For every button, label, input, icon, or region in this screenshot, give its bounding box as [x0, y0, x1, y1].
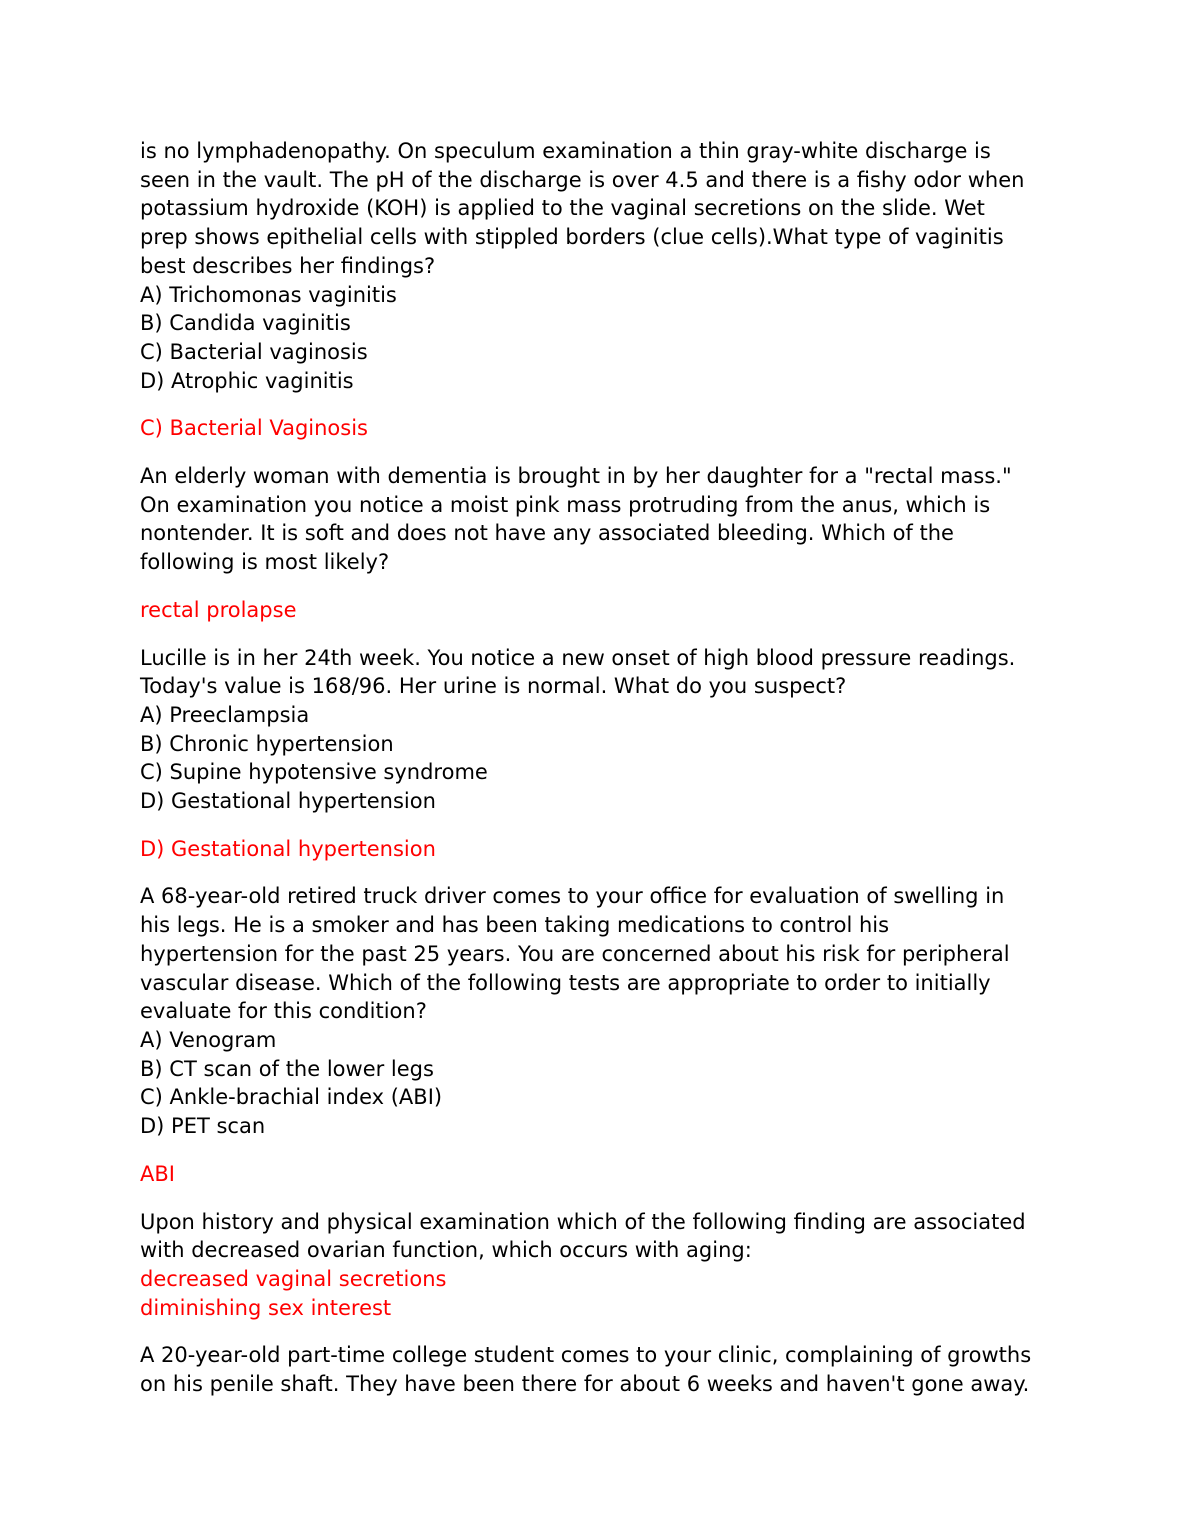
question-line: Lucille is in her 24th week. You notice a new onset of high blood pressure readings. — [140, 645, 1016, 670]
question-line: on his penile shaft. They have been there for about 6 weeks and haven't gone away. — [140, 1372, 1030, 1397]
option-d: D) Gestational hypertension — [140, 789, 436, 814]
question-line: A 68-year-old retired truck driver comes to your office for evaluation of swelling in — [140, 884, 1005, 909]
option-d: D) Atrophic vaginitis — [140, 368, 354, 393]
question-line: nontender. It is soft and does not have any associated bleeding. Which of the — [140, 521, 954, 546]
option-a: A) Preeclampsia — [140, 702, 310, 727]
answer-text: D) Gestational hypertension — [140, 836, 436, 861]
answer-text: diminishing sex interest — [140, 1295, 392, 1320]
question-peripheral-vascular — [140, 882, 1060, 1140]
question-penile-growths — [140, 1341, 1060, 1398]
question-line: hypertension for the past 25 years. You are concerned about his risk for peripheral — [140, 941, 1010, 966]
question-line: is no lymphadenopathy. On speculum examination a thin gray-white discharge is — [140, 139, 991, 163]
question-line: best describes her findings? — [140, 253, 436, 278]
option-d: D) PET scan — [140, 1114, 266, 1139]
question-line: Today's value is 168/96. Her urine is normal. What do you suspect? — [140, 674, 847, 699]
question-line: his legs. He is a smoker and has been taking medications to control his — [140, 913, 890, 938]
option-b: B) CT scan of the lower legs — [140, 1056, 434, 1081]
option-c: C) Ankle-brachial index (ABI) — [140, 1085, 443, 1110]
option-a: A) Trichomonas vaginitis — [140, 282, 397, 307]
question-vaginitis — [140, 137, 1060, 395]
answer-text: decreased vaginal secretions — [140, 1266, 447, 1291]
document-page — [140, 137, 1060, 1418]
answer-text: rectal prolapse — [140, 597, 297, 622]
answer-text: ABI — [140, 1161, 175, 1186]
question-line: An elderly woman with dementia is brought in by her daughter for a "rectal mass." — [140, 464, 1012, 489]
question-line: seen in the vault. The pH of the discharge is over 4.5 and there is a fishy odor when — [140, 167, 1025, 192]
answer-rectal-mass — [140, 596, 1060, 625]
question-ovarian-function — [140, 1208, 1060, 1323]
answer-vaginitis — [140, 414, 1060, 443]
answer-blood-pressure — [140, 835, 1060, 864]
question-line: evaluate for this condition? — [140, 999, 427, 1024]
question-line: potassium hydroxide (KOH) is applied to the vaginal secretions on the slide. Wet — [140, 196, 985, 221]
option-b: B) Candida vaginitis — [140, 311, 351, 336]
question-line: vascular disease. Which of the following tests are appropriate to order to initially — [140, 970, 991, 995]
option-a: A) Venogram — [140, 1027, 277, 1052]
question-line: following is most likely? — [140, 550, 390, 575]
option-c: C) Supine hypotensive syndrome — [140, 760, 488, 785]
question-line: On examination you notice a moist pink mass protruding from the anus, which is — [140, 492, 991, 517]
question-line: Upon history and physical examination which of the following finding are associated — [140, 1209, 1026, 1234]
question-line: prep shows epithelial cells with stippled borders (clue cells).What type of vaginitis — [140, 225, 1004, 250]
option-b: B) Chronic hypertension — [140, 731, 394, 756]
option-c: C) Bacterial vaginosis — [140, 339, 368, 364]
answer-peripheral-vascular — [140, 1160, 1060, 1189]
question-line: A 20-year-old part-time college student comes to your clinic, complaining of growths — [140, 1343, 1032, 1368]
question-blood-pressure — [140, 644, 1060, 816]
question-line: with decreased ovarian function, which occurs with aging: — [140, 1238, 752, 1263]
answer-text: C) Bacterial Vaginosis — [140, 416, 368, 441]
question-rectal-mass — [140, 462, 1060, 577]
